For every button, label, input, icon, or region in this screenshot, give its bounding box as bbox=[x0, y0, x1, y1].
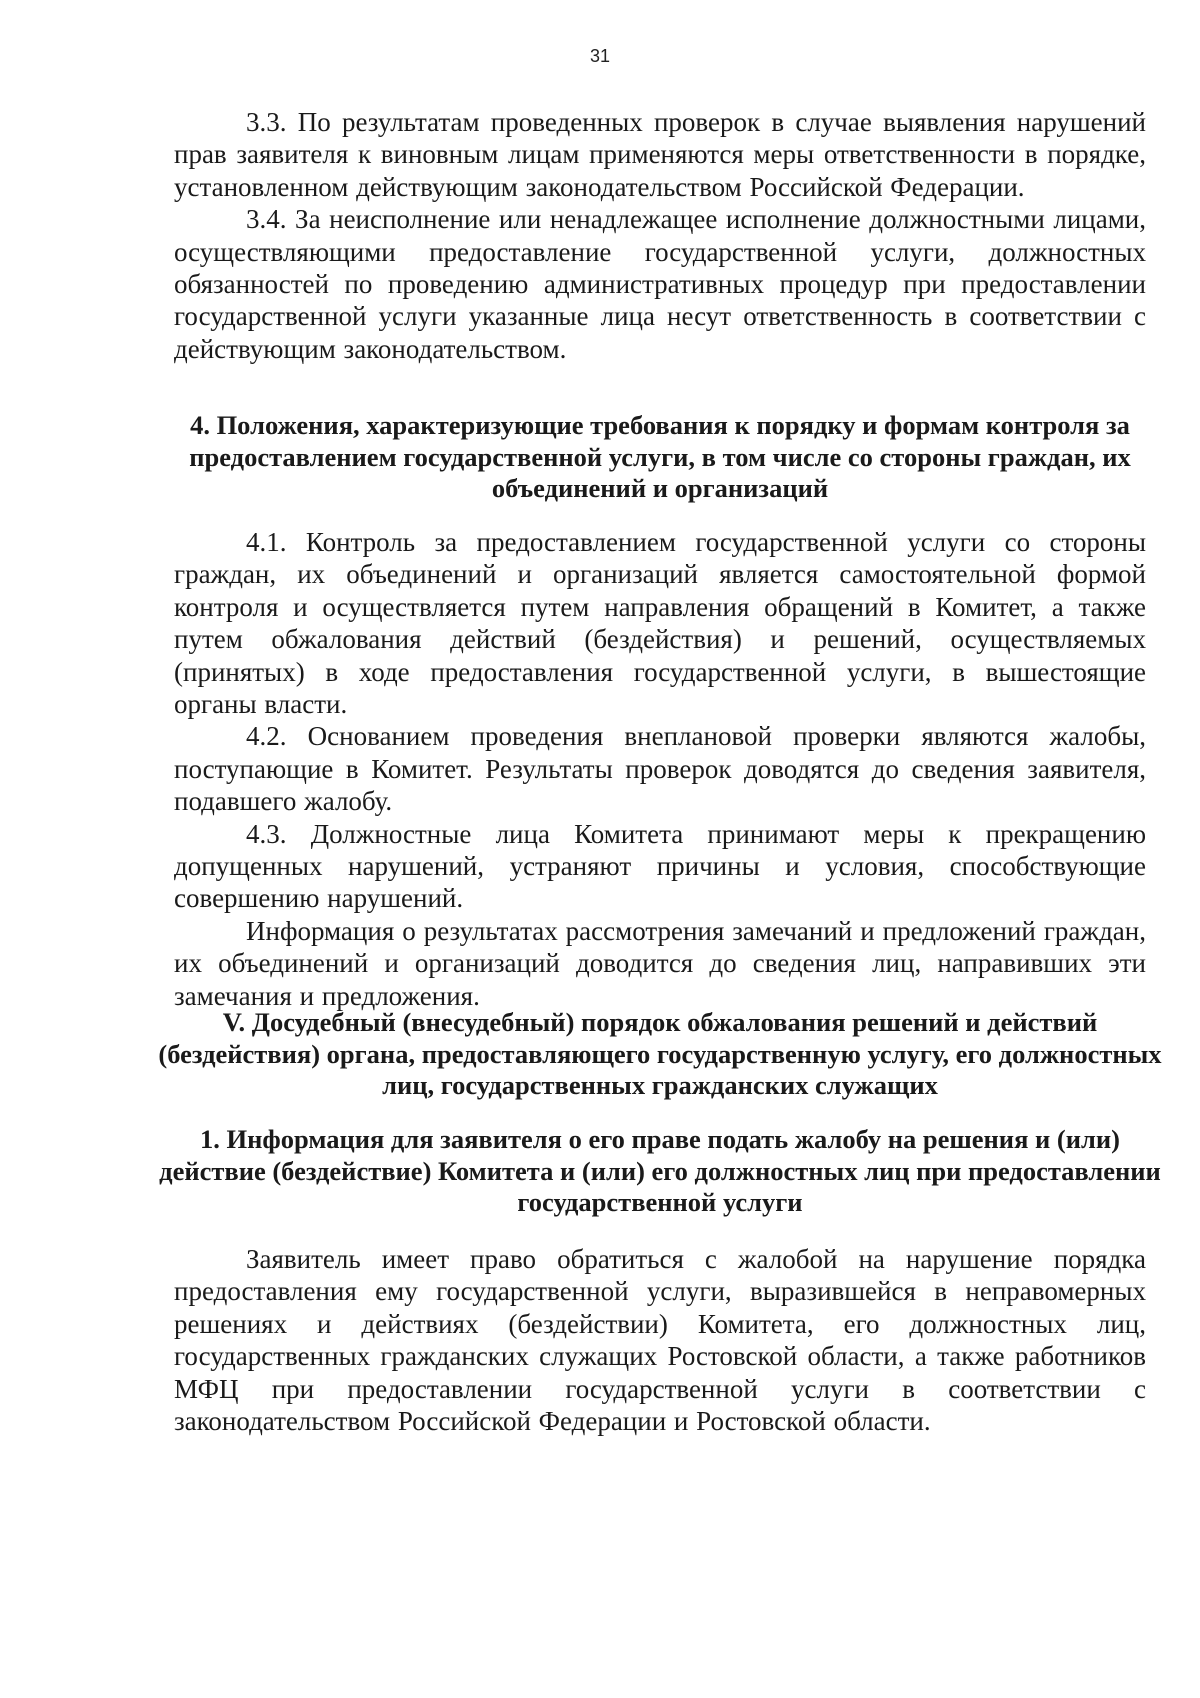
paragraph-v-1: Заявитель имеет право обратиться с жалобой на нарушение порядка предоставления ему государственной услуги, выразившейся в неправомерных решениях и действиях (бездействии) Комитета, его должностных лиц, государственных гражданских служащих Ростовской области, а также работников МФЦ при предоставлении государственной услуги в соответствии с законодательством Российской Федерации и Ростовской области. bbox=[174, 1244, 1146, 1437]
section-4-heading: 4. Положения, характеризующие требования к порядку и формам контроля за предоставлением государственной услуги, в том числе со стороны граждан, их объединений и организаций bbox=[189, 410, 1131, 503]
paragraph-4-1: 4.1. Контроль за предоставлением государственной услуги со стороны граждан, их объединений и организаций является самостоятельной формой контроля и осуществляется путем направления обращений в Комитет, а также путем обжалования действий (бездействия) и решений, осуществляемых (принятых) в ходе предоставления государственной услуги, в вышестоящие органы власти. bbox=[174, 527, 1146, 720]
paragraph-4-2: 4.2. Основанием проведения внеплановой проверки являются жалобы, поступающие в Комитет. Результаты проверок доводятся до сведения заявителя, подавшего жалобу. bbox=[174, 721, 1146, 817]
paragraph-4-3: 4.3. Должностные лица Комитета принимают меры к прекращению допущенных нарушений, устраняют причины и условия, способствующие совершению нарушений. bbox=[174, 818, 1146, 914]
paragraph-3-3: 3.3. По результатам проведенных проверок в случае выявления нарушений прав заявителя к виновным лицам применяются меры ответственности в порядке, установленном действующим законодательством Российской Федерации. bbox=[174, 107, 1146, 202]
paragraph-3-4: 3.4. За неисполнение или ненадлежащее исполнение должностными лицами, осуществляющими предоставление государственной услуги, должностных обязанностей по проведению административных процедур при предоставлении государственной услуги указанные лица несут ответственность в соответствии с действующим законодательством. bbox=[174, 204, 1146, 364]
paragraph-4-info: Информация о результатах рассмотрения замечаний и предложений граждан, их объединений и организаций доводится до сведения лиц, направивших эти замечания и предложения. bbox=[174, 915, 1146, 1011]
page-number: 31 bbox=[589, 46, 611, 66]
section-3-paragraphs bbox=[174, 106, 1146, 365]
subsection-1-heading: 1. Информация для заявителя о его праве подать жалобу на решения и (или) действие (бездействие) Комитета и (или) его должностных лиц при предоставлении государственной услуги bbox=[159, 1124, 1161, 1217]
section-4-paragraphs bbox=[174, 526, 1146, 1012]
section-v-heading: V. Досудебный (внесудебный) порядок обжалования решений и действий (бездействия) органа, предоставляющего государственную услугу, его должностных лиц, государственных гражданских служащих bbox=[158, 1007, 1162, 1100]
section-v-paragraphs bbox=[174, 1243, 1146, 1437]
